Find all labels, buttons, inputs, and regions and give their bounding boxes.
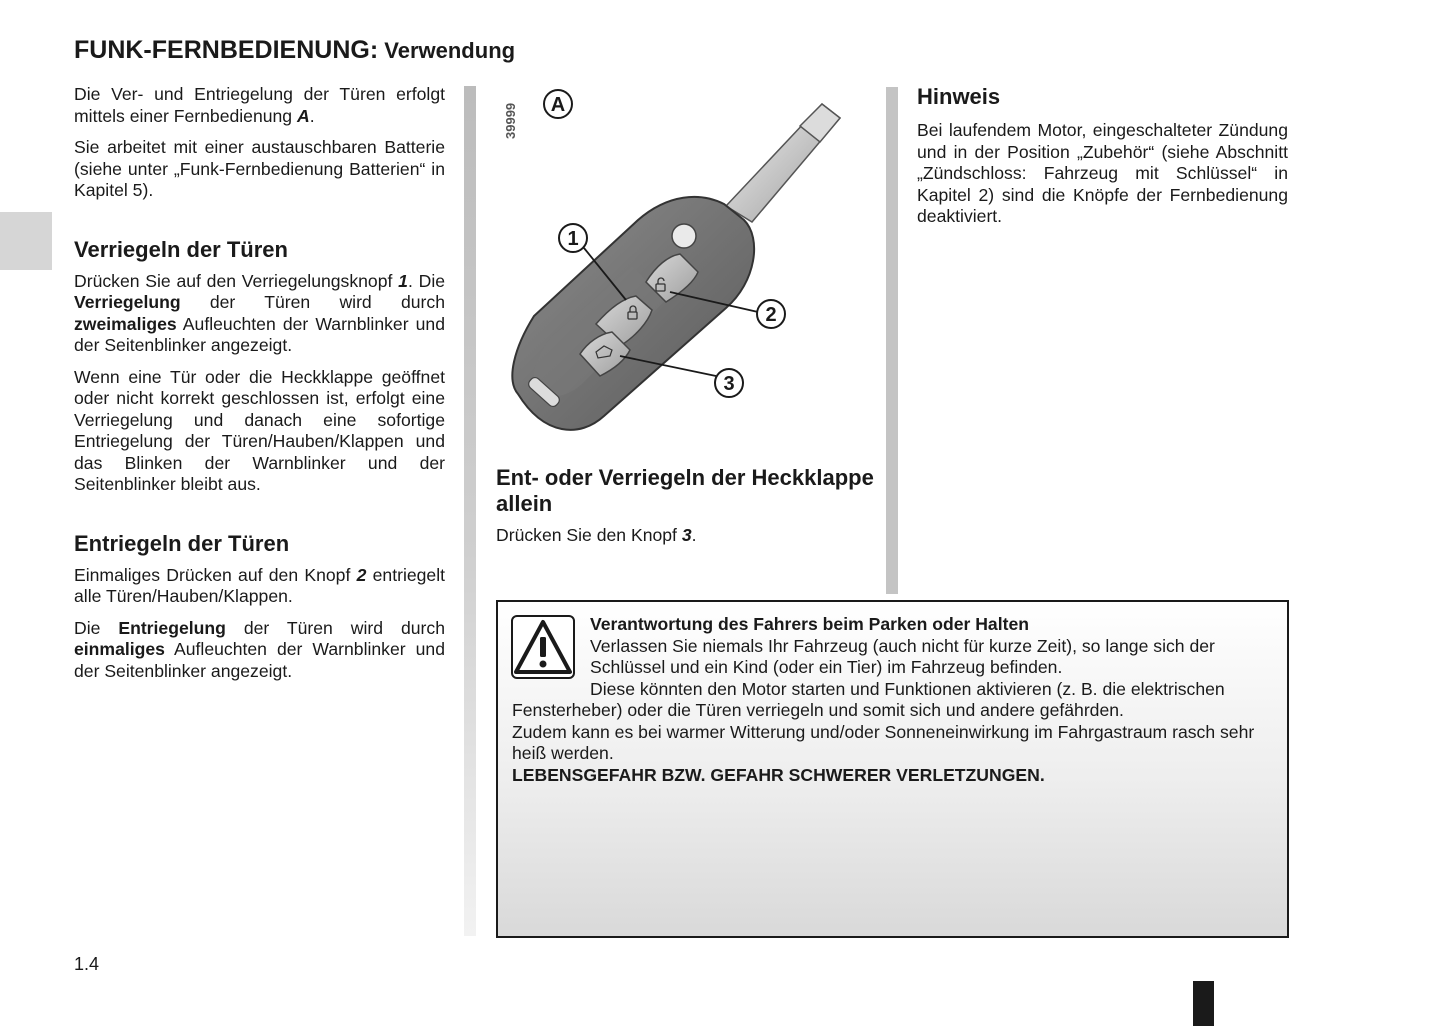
tailgate-paragraph: Drücken Sie den Knopf 3. (496, 525, 697, 545)
lock-paragraph-1: Drücken Sie auf den Verriegelungsknopf 1. Die Verriegelung der Türen wird durch zweimaliges Aufleuchten der Warnblinker und der Seitenblinker angezeigt. (74, 270, 446, 355)
callout-2 (757, 300, 785, 328)
warning-line-1: Verlassen Sie niemals Ihr Fahrzeug (auch nicht für kurze Zeit), so lange sich der Schlüssel und ein Kind (oder ein Tier) im Fahrzeug befinden. (590, 635, 1215, 677)
heading-note: Hinweis (917, 84, 1001, 109)
column-left (74, 84, 445, 682)
key-figure (500, 86, 880, 446)
warning-line-4: LEBENSGEFAHR BZW. GEFAHR SCHWERER VERLETZUNGEN. (512, 764, 1045, 785)
key-blade-icon (726, 104, 840, 222)
column-right (917, 84, 1288, 228)
unlock-paragraph-1: Einmaliges Drücken auf den Knopf 2 entriegelt alle Türen/Hauben/Klappen. (74, 564, 446, 606)
column-divider-left (464, 86, 476, 936)
warning-line-2: Diese könnten den Motor starten und Funktionen aktivieren (z. B. die elektrischen Fensterheber) oder die Türen verriegeln und somit sich und andere gefährden. (512, 678, 1225, 720)
warning-line-3: Zudem kann es bei warmer Witterung und/oder Sonneneinwirkung im Fahrgastraum rasch sehr heiß werden. (512, 721, 1255, 763)
warning-title: Verantwortung des Fahrers beim Parken oder Halten (590, 614, 1029, 634)
column-middle (496, 465, 876, 547)
page-title (74, 36, 515, 65)
callout-3 (715, 369, 743, 397)
page-number: 1.4 (74, 954, 100, 974)
page-title-main: FUNK-FERNBEDIENUNG: (74, 36, 379, 64)
lock-paragraph-2: Wenn eine Tür oder die Heckklappe geöffnet oder nicht korrekt geschlossen ist, erfolgt eine Verriegelung und danach eine sofortige Entriegelung der Türen/Hauben/Klappen und das Blinken der Warnblinker und der Seitenblinker bleibt aus. (74, 366, 445, 494)
svg-text:2: 2 (765, 304, 777, 326)
column-divider-right (886, 87, 898, 594)
svg-text:A: A (550, 94, 566, 116)
svg-text:3: 3 (723, 373, 735, 395)
heading-lock-doors: Verriegeln der Türen (74, 236, 288, 262)
heading-unlock-doors: Entriegeln der Türen (74, 530, 290, 556)
note-paragraph: Bei laufendem Motor, eingeschalteter Zündung und in der Position „Zubehör“ (siehe Abschnitt „Zündschloss: Fahrzeug mit Schlüssel“ in Kapitel 2) sind die Knöpfe der Fernbedienung deaktiviert. (917, 120, 1288, 226)
intro-paragraph-1: Die Ver- und Entriegelung der Türen erfolgt mittels einer Fernbedienung A. (74, 84, 445, 126)
warning-box (496, 600, 1289, 938)
svg-text:39999: 39999 (503, 102, 518, 139)
figure-label-a (544, 90, 572, 118)
heading-tailgate: Ent- oder Verriegeln der Heckklappe allein (496, 465, 874, 516)
intro-paragraph-2: Sie arbeitet mit einer austauschbaren Batterie (siehe unter „Funk-Fernbedienung Batterien“ in Kapitel 5). (74, 137, 445, 200)
chapter-tab (0, 212, 52, 270)
page-title-sub: Verwendung (378, 38, 516, 63)
unlock-paragraph-2: Die Entriegelung der Türen wird durch einmaliges Aufleuchten der Warnblinker und der Seitenblinker angezeigt. (74, 617, 445, 681)
svg-text:1: 1 (567, 228, 579, 250)
page-edge-marker (1193, 981, 1214, 1026)
callout-1 (559, 224, 587, 252)
warning-text (512, 614, 1274, 786)
